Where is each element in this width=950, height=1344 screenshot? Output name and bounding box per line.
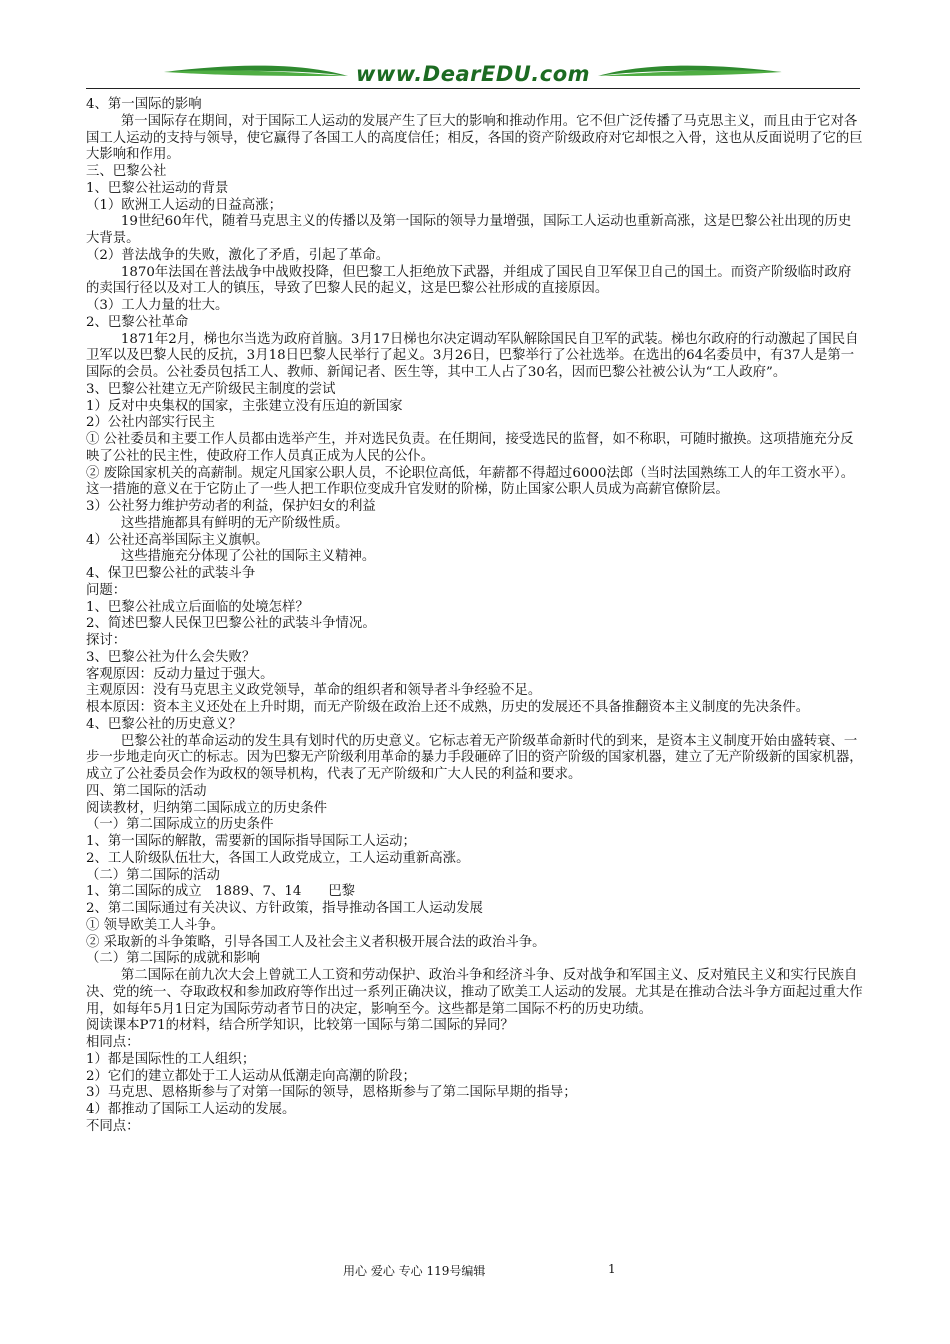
paragraph: 这些措施充分体现了公社的国际主义精神。 [120, 549, 376, 565]
paragraph: 客观原因：反动力量过于强大。 [86, 666, 274, 682]
paragraph: 1）都是国际性的工人组织； [86, 1051, 256, 1067]
paragraph: ① 公社委员和主要工作人员都由选举产生，并对选民负责。在任期间，接受选民的监督，如不称职，可随时撤换。这项措施充分反映了公社的民主性，使政府工作人员真正成为人民的公仆。 [86, 432, 854, 464]
paragraph: 2）公社内部实行民主 [86, 415, 216, 431]
paragraph: 第一国际存在期间，对于国际工人运动的发展产生了巨大的影响和推动作用。它不但广泛传播了马克思主义，而且由于它对各国工人运动的支持与领导，使它赢得了各国工人的高度信任；相反，各国的资产阶级政府对它却恨之入骨，这也从反面说明了它的巨大影响和作用。 [86, 113, 863, 163]
paragraph: 问题： [86, 582, 127, 598]
paragraph: 2、工人阶级队伍壮大，各国工人政党成立，工人运动重新高涨。 [86, 850, 470, 866]
paragraph: 1、第二国际的成立 1889、7、14 巴黎 [86, 884, 356, 900]
paragraph: 1、巴黎公社运动的背景 [86, 180, 229, 196]
paragraph: 4、保卫巴黎公社的武装斗争 [86, 566, 256, 581]
paragraph: 19世纪60年代，随着马克思主义的传播以及第一国际的领导力量增强，国际工人运动也重新高涨，这是巴黎公社出现的历史大背景。 [86, 214, 852, 246]
header-banner [86, 58, 860, 98]
paragraph: 探讨： [86, 633, 127, 648]
paragraph: 2）它们的建立都处于工人运动从低潮走向高潮的阶段； [86, 1068, 416, 1084]
paragraph: 4、巴黎公社的历史意义？ [86, 716, 242, 732]
paragraph: ① 领导欧美工人斗争。 [86, 917, 225, 933]
paragraph: 主观原因：没有马克思主义政党领导，革命的组织者和领导者斗争经验不足。 [86, 683, 542, 699]
paragraph: 3）公社努力维护劳动者的利益，保护妇女的利益 [86, 499, 376, 514]
document-body [86, 97, 864, 1136]
footer-text: 用心 爱心 专心 119号编辑 [343, 1264, 486, 1278]
paragraph: 2、第二国际通过有关决议、方针政策，指导推动各国工人运动发展 [86, 901, 483, 916]
paragraph: ② 废除国家机关的高薪制。规定凡国家公职人员，不论职位高低，年薪都不得超过6000法郎（当时法国熟练工人的年工资水平）。这一措施的意义在于它防止了一些人把工作职位变成升官发财的阶梯，防止国家公职人员成为高薪官僚阶层。 [86, 465, 855, 498]
paragraph: 3、巴黎公社为什么会失败？ [86, 649, 256, 665]
paragraph: 第二国际在前九次大会上曾就工人工资和劳动保护、政治斗争和经济斗争、反对战争和军国主义、反对殖民主义和实行民族自决、党的统一、夺取政权和参加政府等作出过一系列正确决议，推动了欧美工人运动的发展。尤其是在推动合法斗争方面起过重大作用，如每年5月1日定为国际劳动者节日的决定，影响至今。这些都是第二国际不朽的历史功绩。 [86, 968, 863, 1017]
paragraph: 2、巴黎公社革命 [86, 314, 189, 330]
paragraph: 1、第一国际的解散，需要新的国际指导国际工人运动； [86, 834, 416, 849]
paragraph: 相同点： [86, 1035, 140, 1050]
page-number: 1 [608, 1262, 616, 1276]
paragraph: 4）公社还高举国际主义旗帜。 [86, 532, 269, 548]
paragraph: （2）普法战争的失败，激化了矛盾，引起了革命。 [86, 247, 390, 263]
paragraph: 三、巴黎公社 [86, 164, 167, 179]
paragraph: 1、巴黎公社成立后面临的处境怎样？ [86, 599, 309, 615]
paragraph: （二）第二国际的活动 [86, 867, 220, 883]
paragraph: 不同点： [86, 1118, 140, 1134]
paragraph: 1870年法国在普法战争中战败投降，但巴黎工人拒绝放下武器，并组成了国民自卫军保卫自己的国土。而资产阶级临时政府的卖国行径以及对工人的镇压，导致了巴黎人民的起义，这是巴黎公社形成的直接原因。 [86, 264, 852, 297]
site-logo[interactable]: www.DearEDU.com [355, 62, 591, 86]
paragraph: 阅读课本P71的材料，结合所学知识，比较第一国际与第二国际的异同？ [86, 1018, 514, 1034]
paragraph: （1）欧洲工人运动的日益高涨； [86, 197, 282, 213]
header-divider [86, 88, 860, 89]
paragraph: 阅读教材，归纳第二国际成立的历史条件 [86, 800, 328, 816]
paragraph: （3）工人力量的壮大。 [86, 298, 229, 313]
paragraph: 3）马克思、恩格斯参与了对第一国际的领导，恩格斯参与了第二国际早期的指导； [86, 1085, 577, 1101]
paragraph: 4）都推动了国际工人运动的发展。 [86, 1102, 296, 1117]
paragraph: 3、巴黎公社建立无产阶级民主制度的尝试 [86, 381, 336, 397]
paragraph: 1871年2月，梯也尔当选为政府首脑。3月17日梯也尔决定调动军队解除国民自卫军的武装。梯也尔政府的行动激起了国民自卫军以及巴黎人民的反抗，3月18日巴黎人民举行了起义。3月26日，巴黎举行了公社选举。在选出的64名委员中，有37人是第一国际的会员。公社委员包括工人、教师、新闻记者、医生等，其中工人占了30名，因而巴黎公社被公认为“工人政府”。 [86, 331, 859, 380]
paragraph: 四、第二国际的活动 [86, 783, 207, 799]
paragraph: 1）反对中央集权的国家，主张建立没有压迫的新国家 [86, 398, 403, 414]
paragraph: 4、第一国际的影响 [86, 97, 202, 112]
paragraph: （二）第二国际的成就和影响 [86, 951, 261, 967]
paragraph: 这些措施都具有鲜明的无产阶级性质。 [120, 515, 349, 531]
paragraph: ② 采取新的斗争策略，引导各国工人及社会主义者积极开展合法的政治斗争。 [86, 934, 546, 950]
page-footer [0, 1262, 950, 1280]
paragraph: 2、简述巴黎人民保卫巴黎公社的武装斗争情况。 [86, 616, 376, 632]
paragraph: 巴黎公社的革命运动的发生具有划时代的历史意义。它标志着无产阶级革命新时代的到来，是资本主义制度开始由盛转衰、一步一步地走向灭亡的标志。因为巴黎无产阶级利用革命的暴力手段砸碎了旧的资产阶级的国家机器，建立了无产阶级新的国家机器，成立了公社委员会作为政权的领导机构，代表了无产阶级和广大人民的利益和要求。 [86, 733, 863, 782]
paragraph: 根本原因：资本主义还处在上升时期，而无产阶级在政治上还不成熟，历史的发展还不具备推翻资本主义制度的先决条件。 [86, 700, 810, 715]
paragraph: （一）第二国际成立的历史条件 [86, 817, 274, 833]
